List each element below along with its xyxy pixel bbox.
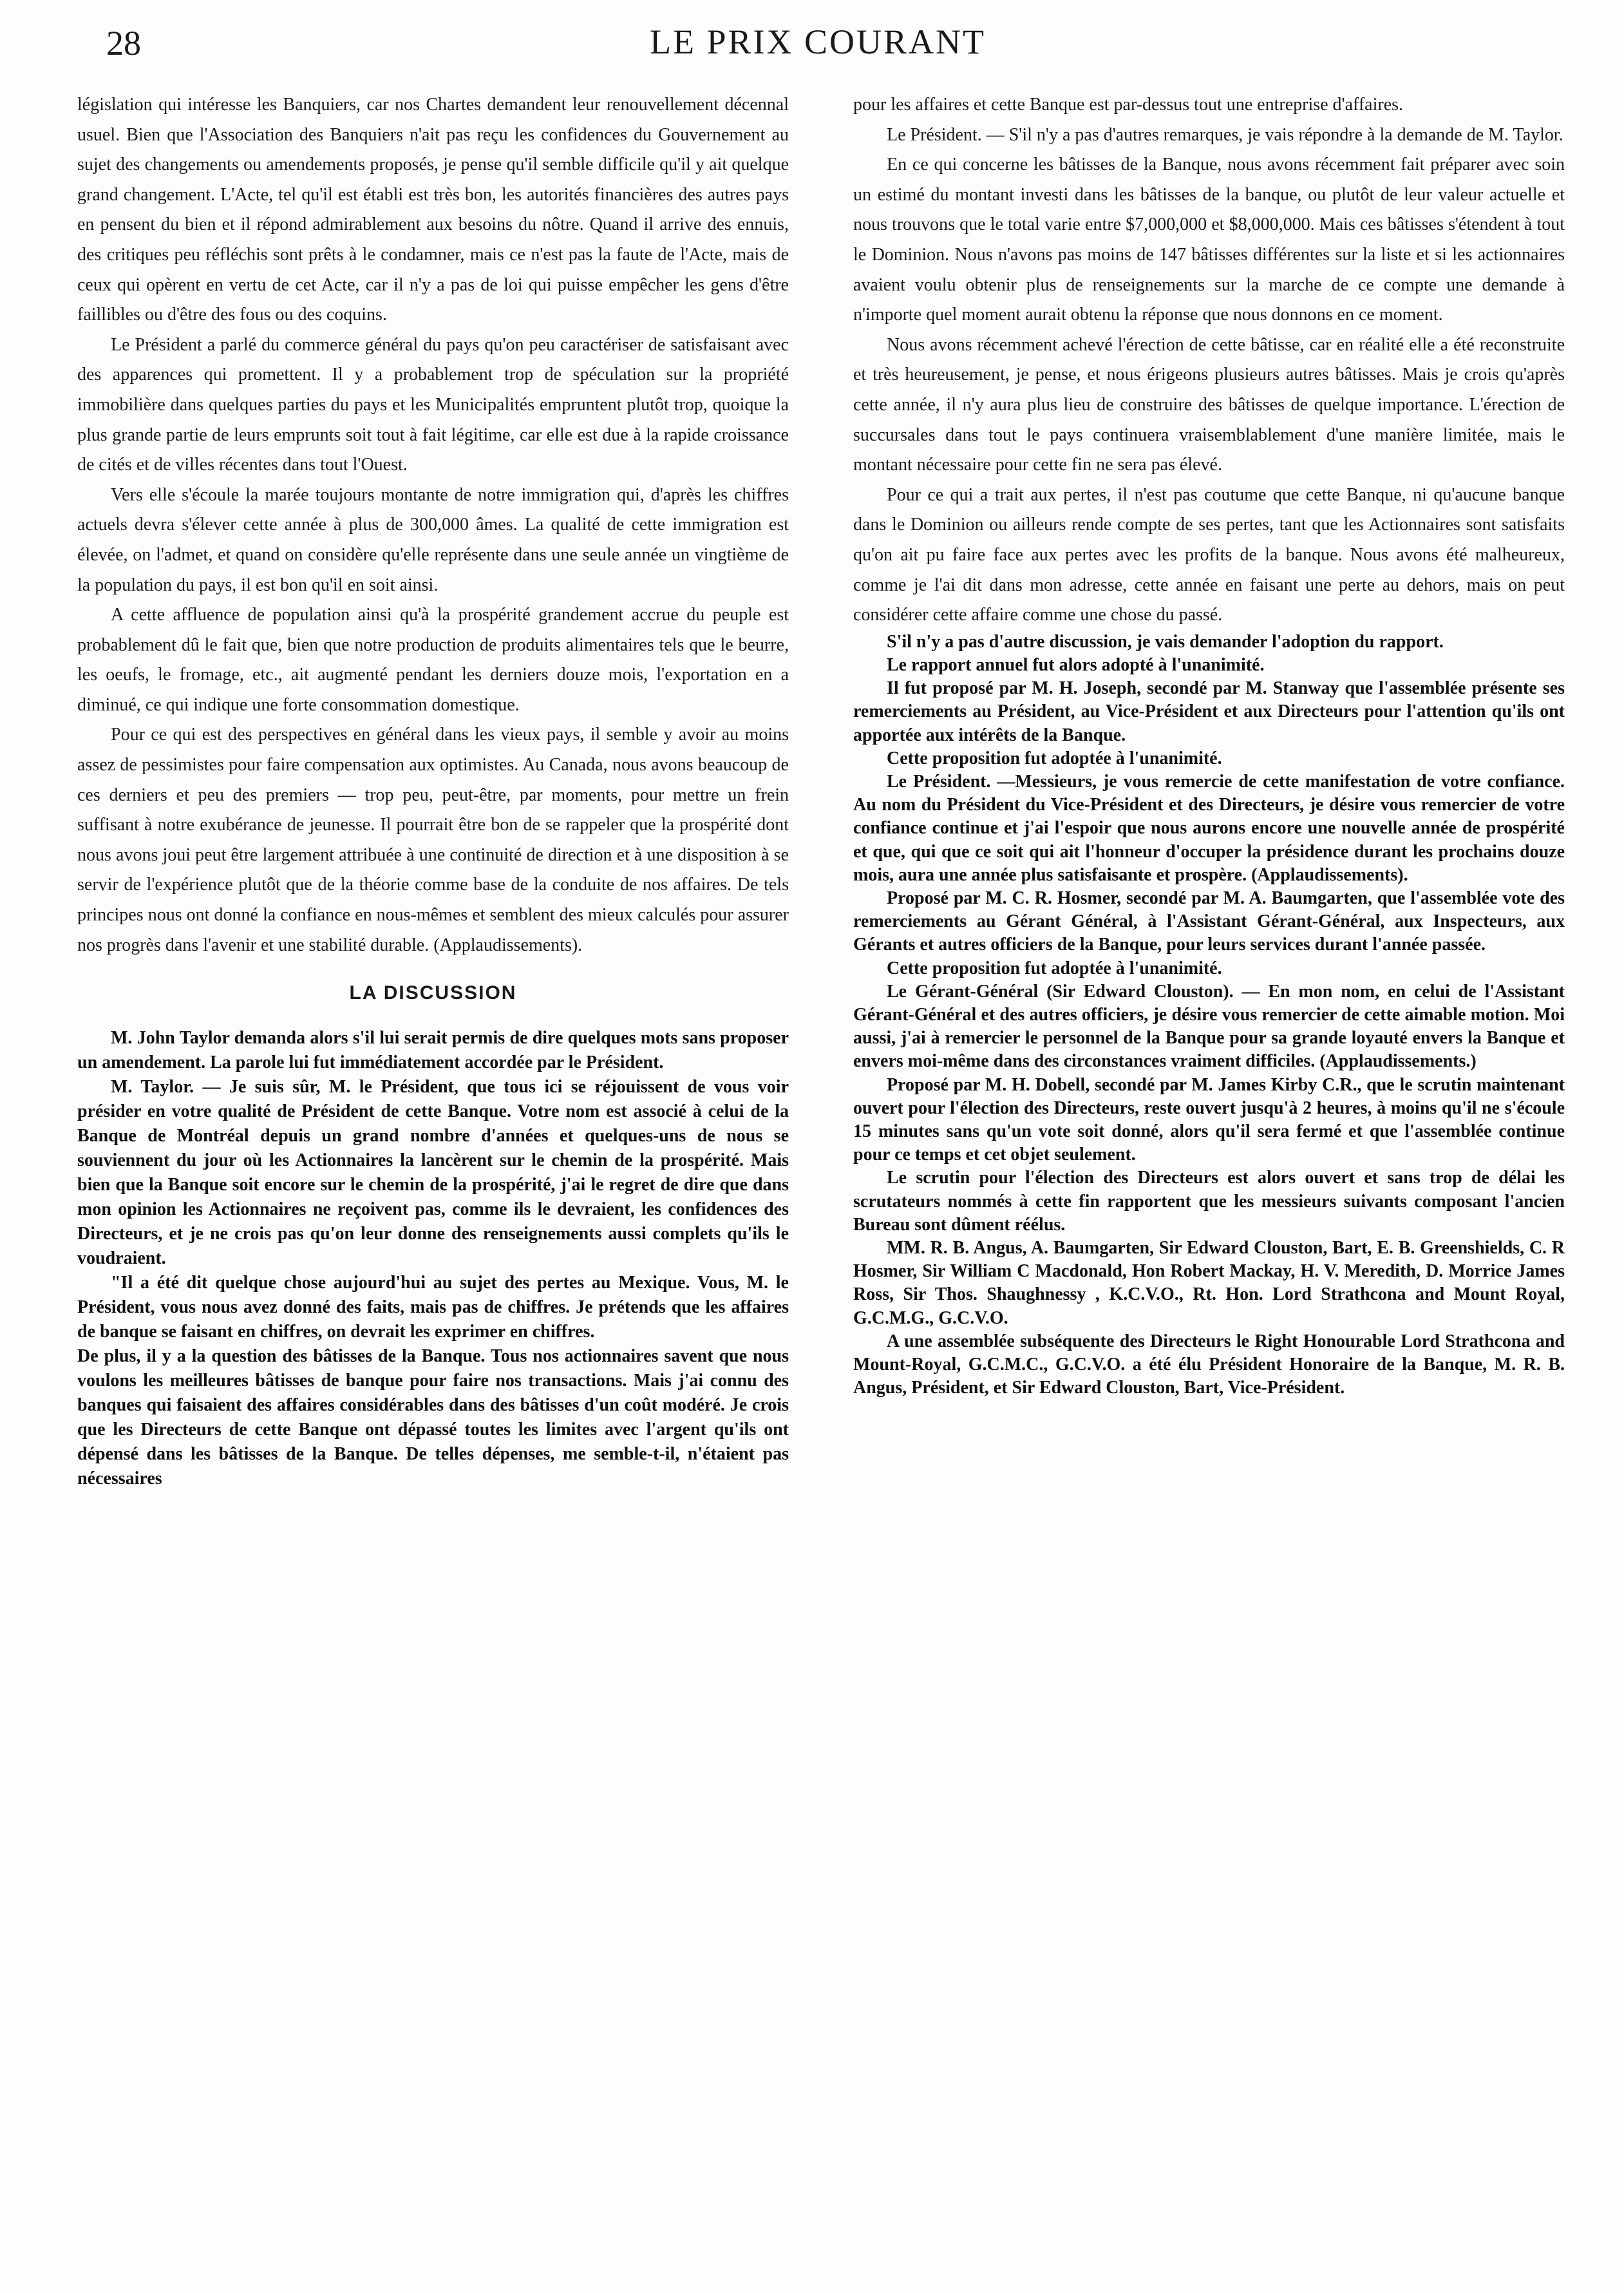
page-header (80, 18, 1555, 76)
paragraph: Le Gérant-Général (Sir Edward Clouston). — En mon nom, en celui de l'Assistant Gérant-Général et des autres officiers, je désire vous remercier de cette aimable motion. Moi aussi, j'ai à remercier le personnel de la Banque pour sa grande loyauté envers la Banque et envers moi-même dans des circonstances vraiment difficiles. (Applaudissements.) (853, 981, 1565, 1072)
paragraph: A une assemblée subséquente des Directeurs le Right Honourable Lord Strathcona and Mount-Royal, G.C.M.C., G.C.V.O. a été élu Président Honoraire de la Banque, M. R. B. Angus, Président, et Sir Edward Clouston, Bart, Vice-Président. (853, 1331, 1565, 1398)
paragraph: Proposé par M. H. Dobell, secondé par M. James Kirby C.R., que le scrutin maintenant ouvert pour l'élection des Directeurs, reste ouvert jusqu'à 2 heures, à moins qu'il ne s'écoule 15 minutes sans qu'un vote soit donné, alors qu'il sera fermé et que l'assemblée continue pour ce temps et cet objet seulement. (853, 1074, 1565, 1165)
paragraph: Le Président. — S'il n'y a pas d'autres remarques, je vais répondre à la demande de M. Taylor. (887, 124, 1563, 145)
paragraph: Nous avons récemment achevé l'érection de cette bâtisse, car en réalité elle a été reconstruite et très heureusement, je pense, et nous érigeons plusieurs autres bâtisses. Mais je crois qu'après cette année, il n'y aura plus lieu de construire des bâtisses de quelque importance. L'érection de succursales dans tout le pays continuera vraisemblablement d'une manière limitée, mais le montant nécessaire pour cette fin ne sera pas élevé. (853, 334, 1565, 475)
paragraph: M. Taylor. — Je suis sûr, M. le Président, que tous ici se réjouissent de vous voir présider en votre qualité de Président de cette Banque. Votre nom est associé à celui de la Banque de Montréal depuis un grand nombre d'années et quelques-uns de nous se souviennent du jour où les Actionnaires la lancèrent sur le chemin de la prospérité. Mais bien que la Banque soit encore sur le chemin de la prospérité, j'ai le regret de dire que dans mon opinion les Actionnaires ne reçoivent pas, comme ils le devraient, les confidences des Directeurs, et je ne crois pas qu'on leur donne des renseignements aussi complets qu'ils le voudraient. (77, 1077, 789, 1269)
running-title: LE PRIX COURANT (649, 23, 986, 61)
paragraph: De plus, il y a la question des bâtisses de la Banque. Tous nos actionnaires savent que nous voulons les meilleures bâtisses de banque pour faire nos transactions. Mais j'ai connu des banques qui faisaient des affaires considérables dans des bâtisses d'un coût modéré. Je crois que les Directeurs de cette Banque ont dépassé toutes les limites avec l'argent qu'ils ont dépensé dans les bâtisses de la Banque. De telles dépenses, me semble-t-il, n'étaient pas nécessaires (77, 1346, 789, 1489)
paragraph: Le scrutin pour l'élection des Directeurs est alors ouvert et sans trop de délai les scrutateurs nommés à cette fin rapportent que les messieurs suivants composant l'ancien Bureau sont dûment réélus. (853, 1168, 1565, 1235)
paragraph: M. John Taylor demanda alors s'il lui serait permis de dire quelques mots sans proposer un amendement. La parole lui fut immédiatement accordée par le Président. (77, 1028, 789, 1073)
paragraph: MM. R. B. Angus, A. Baumgarten, Sir Edward Clouston, Bart, E. B. Greenshields, C. R Hosmer, Sir William C Macdonald, Hon Robert Mackay, H. V. Meredith, D. Morrice James Ross, Sir Thos. Shaughnessy , K.C.V.O., Rt. Hon. Lord Strathcona and Mount Royal, G.C.M.G., G.C.V.O. (853, 1237, 1565, 1328)
right-column (853, 90, 1565, 1400)
left-column (77, 90, 789, 1491)
paragraph: Proposé par M. C. R. Hosmer, secondé par M. A. Baumgarten, que l'assemblée vote des remerciements au Gérant Général, à l'Assistant Gérant-Général, aux Inspecteurs, aux Gérants et autres officiers de la Banque, pour leurs services durant l'année passée. (853, 888, 1565, 955)
paragraph: Cette proposition fut adoptée à l'unanimité. (887, 958, 1222, 978)
paragraph: Pour ce qui a trait aux pertes, il n'est pas coutume que cette Banque, ni qu'aucune banque dans le Dominion ou ailleurs rende compte de ses pertes, tant que les Actionnaires sont satisfaits qu'on ait pu faire face aux pertes avec les profits de la banque. Nous avons été malheureux, comme je l'ai dit dans mon adresse, cette année en faisant une perte au dehors, mais on peut considérer cette affaire comme une chose du passé. (853, 484, 1565, 625)
paragraph: A cette affluence de population ainsi qu'à la prospérité grandement accrue du peuple est probablement dû le fait que, bien que notre production de produits alimentaires tels que le beurre, les oeufs, le fromage, etc., ait augmenté pendant les derniers douze mois, l'exportation en a diminué, ce qui indique une forte consommation domestique. (77, 605, 789, 715)
paragraph: Le Président. —Messieurs, je vous remercie de cette manifestation de votre confiance. Au nom du Président du Vice-Président et des Directeurs, je désire vous remercier de votre confiance continue et j'ai l'espoir que nous aurons encore une nouvelle année de prospérité et que, qui que ce soit qui ait l'honneur d'occuper la présidence durant les prochains douze mois, aura une année plus satisfaisante et prospère. (Applaudissements). (853, 771, 1565, 885)
paragraph: pour les affaires et cette Banque est par-dessus tout une entreprise d'affaires. (853, 95, 1404, 115)
paragraph: législation qui intéresse les Banquiers, car nos Chartes demandent leur renouvellement décennal usuel. Bien que l'Association des Banquiers n'ait pas reçu les confidences du Gouvernement au sujet des changements ou amendements proposés, je pense qu'il semble difficile qu'il y ait quelque grand changement. L'Acte, tel qu'il est établi est très bon, les autorités financières des autres pays en pensent du bien et il répond admirablement aux besoins du nôtre. Quand il arrive des ennuis, des critiques peu réfléchis sont prêts à le condamner, mais ce n'est pas la faute de l'Acte, mais de ceux qui opèrent en vertu de cet Acte, car il n'y a pas de loi qui puisse empêcher les gens d'être faillibles ou d'être des fous ou des coquins. (77, 95, 789, 325)
paragraph: Pour ce qui est des perspectives en général dans les vieux pays, il semble y avoir au moins assez de pessimistes pour faire compensation aux optimistes. Au Canada, nous avons beaucoup de ces derniers et peu des premiers — trop peu, peut-être, par moments, pour mettre un frein suffisant à notre exubérance de jeunesse. Il pourrait être bon de se rappeler que la prospérité dont nous avons joui peut être largement attribuée à une continuité de direction et à une disposition à se servir de l'expérience plutôt que de la théorie comme base de la conduite de nos affaires. De tels principes nous ont donné la confiance en nous-mêmes et semblent des mieux calculés pour assurer nos progrès dans l'avenir et une stabilité durable. (Applaudissements). (77, 725, 789, 955)
page-number: 28 (106, 24, 141, 62)
paragraph: "Il a été dit quelque chose aujourd'hui au sujet des pertes au Mexique. Vous, M. le Président, vous nous avez donné des faits, mais pas de chiffres. Je prétends que les affaires de banque se faisant en chiffres, on devrait les exprimer en chiffres. (77, 1273, 789, 1342)
paragraph: Vers elle s'écoule la marée toujours montante de notre immigration qui, d'après les chiffres actuels devra s'élever cette année à plus de 300,000 âmes. La qualité de cette immigration est élevée, on l'admet, et quand on considère qu'elle représente dans une seule année un vingtième de la population du pays, il est bon qu'il en soit ainsi. (77, 484, 789, 595)
paragraph: Il fut proposé par M. H. Joseph, secondé par M. Stanway que l'assemblée présente ses remerciements au Président, au Vice-Président et aux Directeurs pour l'attention qu'ils ont apportée aux intérêts de la Banque. (853, 678, 1565, 745)
paragraph: En ce qui concerne les bâtisses de la Banque, nous avons récemment fait préparer avec soin un estimé du montant investi dans les bâtisses de la banque, ou plutôt de leur valeur actuelle et nous trouvons que le total varie entre $7,000,000 et $8,000,000. Mais ces bâtisses s'étendent à tout le Dominion. Nous n'avons pas moins de 147 bâtisses différentes sur la liste et si les actionnaires avaient voulu obtenir plus de renseignements sur la marche de ce compte une demande à n'importe quel moment aurait obtenu la réponse que nous donnons en ce moment. (853, 155, 1565, 325)
paragraph: Le rapport annuel fut alors adopté à l'unanimité. (887, 654, 1265, 675)
paragraph: Cette proposition fut adoptée à l'unanimité. (887, 748, 1222, 768)
paragraph: Le Président a parlé du commerce général du pays qu'on peu caractériser de satisfaisant avec des apparences qui promettent. Il y a probablement trop de spéculation sur la propriété immobilière dans quelques parties du pays et les Municipalités empruntent plutôt trop, quoique la plus grande partie de leurs emprunts soit tout à fait légitime, car elle est due à la rapide croissance de cités et de villes récentes dans tout l'Ouest. (77, 334, 789, 475)
paragraph: S'il n'y a pas d'autre discussion, je vais demander l'adoption du rapport. (887, 631, 1444, 652)
section-heading: LA DISCUSSION (349, 982, 517, 1004)
